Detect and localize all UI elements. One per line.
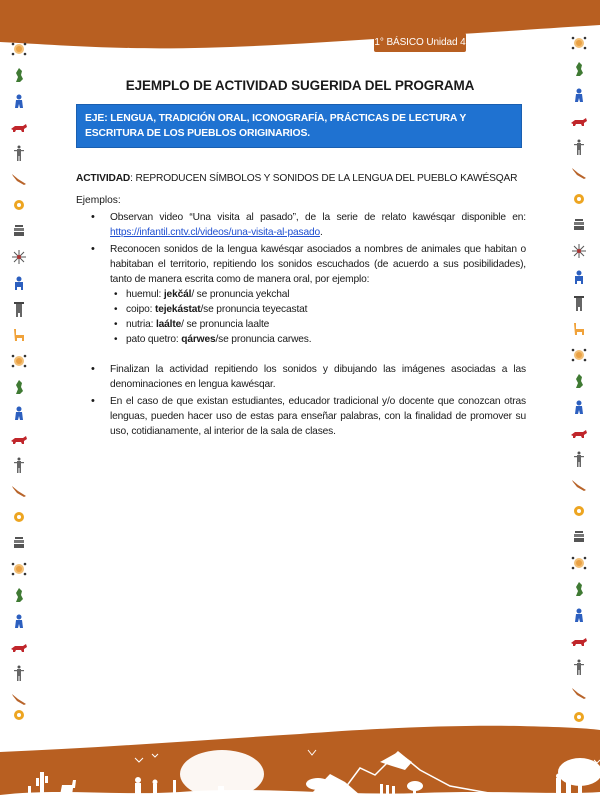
- blue-figure-icon: [566, 268, 592, 286]
- vocabulary-item: [76, 287, 526, 302]
- bullet-text: Finalizan la actividad repitiendo los sonidos y dibujando las imágenes asociadas a las denominaciones en lengua kawésqar.: [110, 364, 526, 390]
- llama-icon: [6, 326, 32, 344]
- flower-icon: [566, 502, 592, 520]
- examples-label: Ejemplos:: [76, 195, 121, 206]
- kawesqar-word: laálte: [155, 319, 182, 330]
- list-item: [76, 210, 526, 240]
- llama-icon: [566, 320, 592, 338]
- vocabulary-list: [76, 287, 526, 347]
- fox-icon: [566, 112, 592, 130]
- animal-name: coipo:: [126, 304, 155, 315]
- flower-icon: [6, 196, 32, 214]
- sun-icon: [566, 554, 592, 572]
- kawesqar-word: tejekástat: [154, 304, 201, 315]
- blue-figure-icon: [6, 274, 32, 292]
- blue-figure-icon: [6, 404, 32, 422]
- vocabulary-item: [76, 332, 526, 347]
- pronunciation: /se pronuncia carwes.: [215, 334, 312, 345]
- bullet-text: Reconocen sonidos de la lengua kawésqar asociados a nombres de animales que habitan o habitaban el territorio, repitiendo los sonidos escuchados (de acuerdo a sus posibilidades), tanto de manera escrita como de manera oral, por ejemplo:: [110, 244, 526, 285]
- sun-icon: [566, 346, 592, 364]
- kawesqar-word: qárwes: [181, 334, 216, 345]
- list-item: [76, 362, 526, 392]
- lizard-icon: [566, 60, 592, 78]
- pronunciation: /se pronuncia teyecastat: [200, 304, 308, 315]
- vocabulary-item: [76, 302, 526, 317]
- lizard-icon: [6, 586, 32, 604]
- star-icon: [566, 242, 592, 260]
- activity-heading: [76, 173, 536, 184]
- blue-figure-icon: [566, 606, 592, 624]
- sun-icon: [6, 40, 32, 58]
- lizard-icon: [6, 378, 32, 396]
- document-title: EJEMPLO DE ACTIVIDAD SUGERIDA DEL PROGRAMA: [125, 78, 475, 93]
- fox-icon: [566, 632, 592, 650]
- fox-icon: [6, 118, 32, 136]
- lizard-icon: [566, 580, 592, 598]
- bird-icon: [6, 482, 32, 500]
- axis-box: EJE: LENGUA, TRADICIÓN ORAL, ICONOGRAFÍA, PRÁCTICAS DE LECTURA Y ESCRITURA DE LOS PUEBLOS ORIGINARIOS.: [76, 104, 522, 148]
- bird-icon: [566, 476, 592, 494]
- fox-icon: [566, 424, 592, 442]
- bullet-text-end: .: [320, 227, 323, 238]
- pronunciation: / se pronuncia yekchal: [191, 289, 290, 300]
- unit-badge: 1° BÁSICO Unidad 4: [374, 33, 466, 52]
- bird-icon: [566, 164, 592, 182]
- blue-figure-icon: [6, 92, 32, 110]
- masked-figure-icon: [6, 300, 32, 318]
- flower-icon: [566, 190, 592, 208]
- examples-list: [76, 210, 526, 439]
- flower-icon: [6, 508, 32, 526]
- top-banner: [0, 0, 600, 60]
- lizard-icon: [566, 372, 592, 390]
- pot-icon: [6, 534, 32, 552]
- fox-icon: [6, 430, 32, 448]
- human-figure-icon: [6, 456, 32, 474]
- star-icon: [6, 248, 32, 266]
- pot-icon: [6, 222, 32, 240]
- vocabulary-item: [76, 317, 526, 332]
- animal-name: nutria:: [126, 319, 156, 330]
- kawesqar-word: jekčál: [163, 289, 192, 300]
- list-item: [76, 394, 526, 439]
- human-figure-icon: [6, 664, 32, 682]
- activity-label: ACTIVIDAD: [76, 173, 131, 184]
- human-figure-icon: [6, 144, 32, 162]
- bottom-banner-illustration: [0, 700, 600, 800]
- bullet-text: En el caso de que existan estudiantes, educador tradicional y/o docente que conozcan otras lenguas, pueden hacer uso de estas para enseñar palabras, con la finalidad de promover su uso, cotidianamente, al interior de la sala de clases.: [110, 396, 526, 437]
- sun-icon: [6, 352, 32, 370]
- animal-name: pato quetro:: [126, 334, 182, 345]
- blue-figure-icon: [566, 398, 592, 416]
- list-item: [76, 242, 526, 287]
- human-figure-icon: [566, 658, 592, 676]
- spacer: [76, 347, 526, 362]
- human-figure-icon: [566, 450, 592, 468]
- bird-icon: [6, 170, 32, 188]
- animal-name: huemul:: [126, 289, 164, 300]
- pot-icon: [566, 216, 592, 234]
- human-figure-icon: [566, 138, 592, 156]
- sun-icon: [566, 34, 592, 52]
- activity-text: : REPRODUCEN SÍMBOLOS Y SONIDOS DE LA LENGUA DEL PUEBLO KAWÉSQAR: [130, 173, 518, 184]
- sun-icon: [6, 560, 32, 578]
- bullet-text: Observan video “Una visita al pasado”, de la serie de relato kawésqar disponible en:: [110, 212, 526, 223]
- blue-figure-icon: [6, 612, 32, 630]
- video-link[interactable]: https://infantil.cntv.cl/videos/una-visita-al-pasado: [110, 227, 321, 238]
- fox-icon: [6, 638, 32, 656]
- pot-icon: [566, 528, 592, 546]
- masked-figure-icon: [566, 294, 592, 312]
- pronunciation: / se pronuncia laalte: [181, 319, 270, 330]
